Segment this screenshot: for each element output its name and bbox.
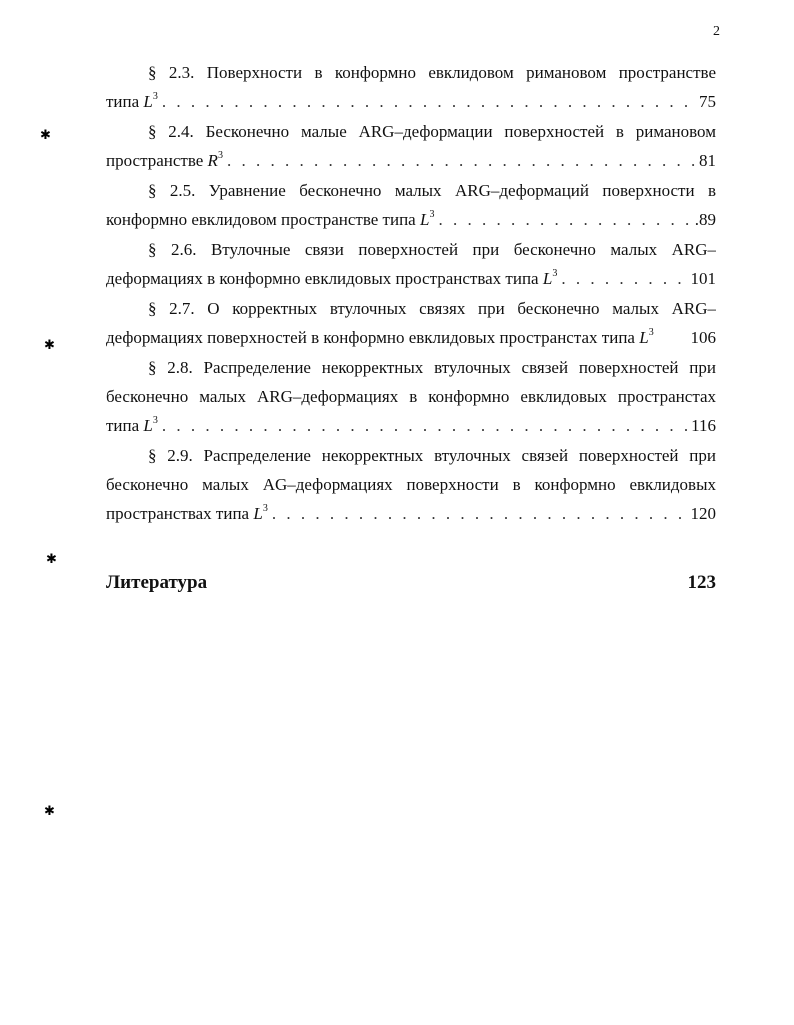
toc-entry-text: § 2.5. Уравнение бесконечно малых ARG–деформаций поверхности в [148, 181, 716, 200]
margin-mark-icon: ✱ [44, 338, 55, 353]
toc-entry-text: деформациях в конформно евклидовых пространствах типа [106, 269, 539, 288]
toc-entry-2-7[interactable] [106, 294, 716, 352]
toc-page-number: 116 [691, 416, 716, 435]
toc-entry-2-9[interactable] [106, 441, 716, 528]
toc-page-number: 81 [699, 151, 716, 170]
literature-label: Литература [106, 572, 208, 593]
space-symbol: $L^3$ [639, 327, 654, 347]
toc-page-number: 101 [690, 269, 716, 288]
toc-entry-2-5[interactable] [106, 176, 716, 234]
toc-entry-text: типа [106, 416, 140, 435]
literature-page: 123 [687, 572, 716, 593]
toc-entry-text: конформно евклидовом пространстве типа [106, 210, 416, 229]
page-number: 2 [713, 24, 720, 39]
space-symbol: $L^3$ [253, 503, 268, 523]
toc-entry-text: § 2.9. Распределение некорректных втулочных связей поверхностей при [148, 446, 716, 465]
toc-entry-text: § 2.6. Втулочные связи поверхностей при бесконечно малых ARG– [148, 240, 716, 259]
toc-entry-2-3[interactable] [106, 58, 716, 116]
dot-leader [272, 499, 687, 528]
space-symbol: $L^3$ [419, 209, 435, 229]
toc-entry-text: § 2.3. Поверхности в конформно евклидовом римановом пространстве [148, 63, 716, 82]
dot-leader [227, 146, 695, 175]
toc-entry-text: типа [106, 92, 140, 111]
dot-leader [438, 205, 690, 234]
toc-entry-literature[interactable] [106, 572, 716, 594]
toc-page-number: 106 [690, 328, 716, 347]
toc-entry-text: § 2.4. Бесконечно малые ARG–деформации поверхностей в римановом [148, 122, 716, 141]
toc-entry-2-6[interactable] [106, 235, 716, 293]
toc-entry-text: деформациях поверхностей в конформно евклидовых пространстах типа [106, 328, 635, 347]
space-symbol: $R^3$ [207, 150, 223, 170]
space-symbol: $L^3$ [143, 415, 158, 435]
toc-entry-text: пространстве [106, 151, 204, 170]
toc-page-number: 120 [690, 504, 716, 523]
toc-entry-text: бесконечно малых ARG–деформациях в конформно евклидовых пространстах [106, 387, 716, 406]
margin-mark-icon: ✱ [46, 552, 57, 567]
toc-entry-text: бесконечно малых AG–деформациях поверхности в конформно евклидовых [106, 475, 716, 494]
toc-page-number: 75 [699, 92, 716, 111]
margin-mark-icon: ✱ [44, 804, 55, 819]
space-symbol: $L^3$ [542, 268, 558, 288]
dot-leader [162, 87, 695, 116]
space-symbol: $L^3$ [143, 91, 158, 111]
toc-entry-text: § 2.7. О корректных втулочных связях при бесконечно малых ARG– [148, 299, 716, 318]
toc-page-number: .89 [694, 210, 716, 229]
toc-entry-2-8[interactable] [106, 353, 716, 440]
table-of-contents [106, 58, 716, 529]
dot-leader [162, 411, 687, 440]
toc-entry-2-4[interactable] [106, 117, 716, 175]
dot-leader [561, 264, 686, 293]
margin-mark-icon: ✱ [40, 128, 51, 143]
toc-entry-text: пространствах типа [106, 504, 250, 523]
toc-entry-text: § 2.8. Распределение некорректных втулочных связей поверхностей при [148, 358, 716, 377]
